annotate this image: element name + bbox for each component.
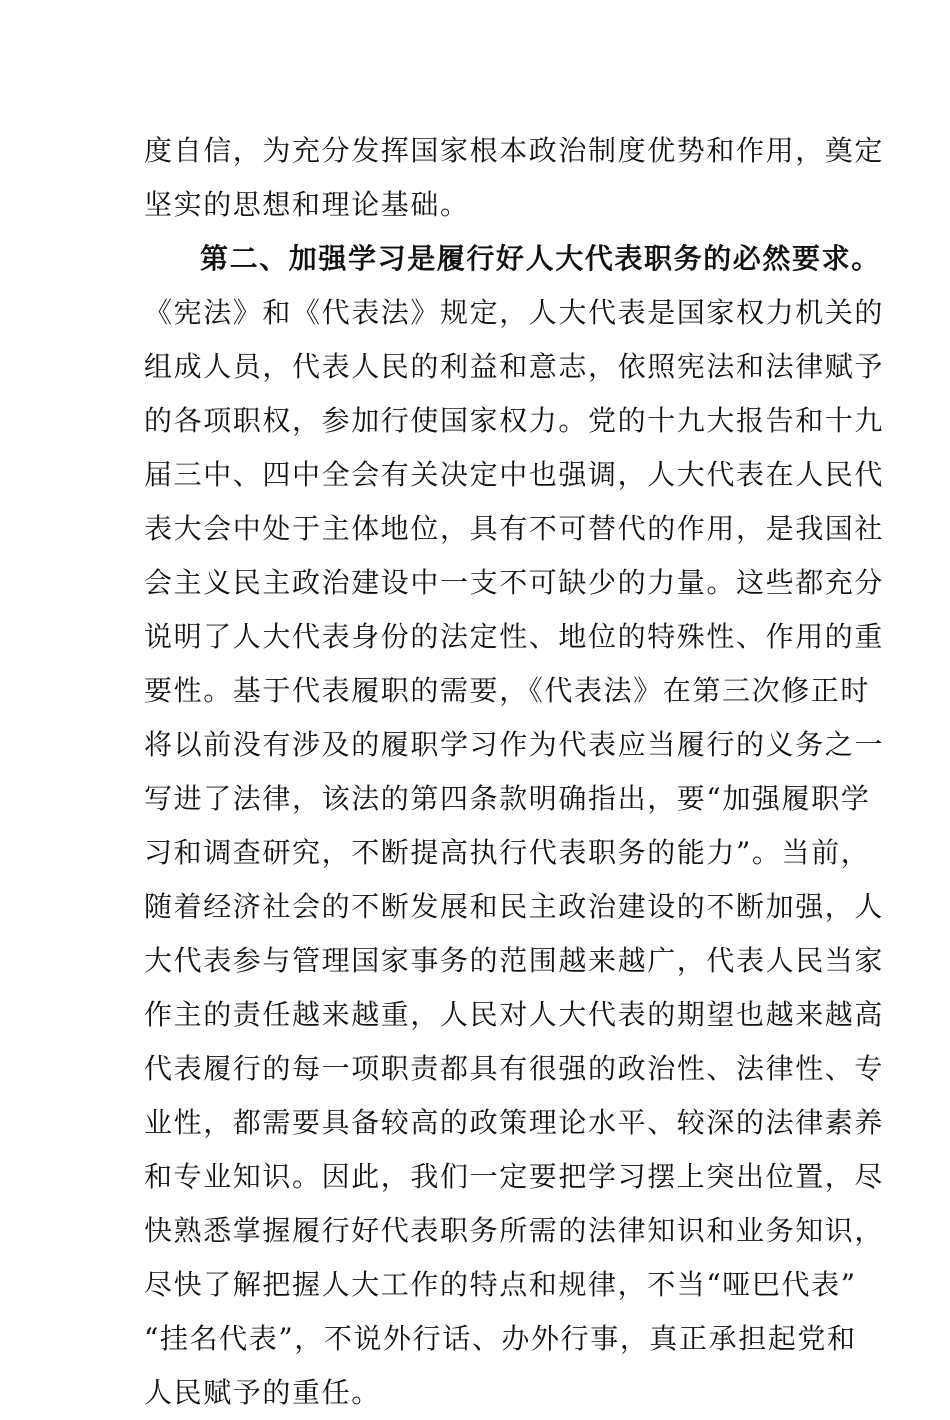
- paragraph-line: 习和调查研究，不断提高执行代表职务的能力”。当前，: [144, 836, 871, 869]
- paragraph-line: 坚实的思想和理论基础。: [144, 188, 470, 221]
- section-heading-line: 第二、加强学习是履行好人大代表职务的必然要求。: [200, 242, 881, 275]
- paragraph-line: 写进了法律，该法的第四条款明确指出，要“加强履职学: [144, 782, 871, 815]
- paragraph-line: 度自信，为充分发挥国家根本政治制度优势和作用，奠定: [144, 134, 885, 167]
- paragraph-line: “挂名代表”，不说外行话、办外行事，真正承担起党和: [144, 1322, 857, 1355]
- paragraph-line: 届三中、四中全会有关决定中也强调，人大代表在人民代: [144, 458, 885, 491]
- paragraph-line: 代表履行的每一项职责都具有很强的政治性、法律性、专: [144, 1052, 885, 1085]
- paragraph-line: 随着经济社会的不断发展和民主政治建设的不断加强，人: [144, 890, 885, 923]
- paragraph-line: 作主的责任越来越重，人民对人大代表的期望也越来越高: [144, 998, 885, 1031]
- paragraph-line: 说明了人大代表身份的法定性、地位的特殊性、作用的重: [144, 620, 885, 653]
- paragraph-line: 快熟悉掌握履行好代表职务所需的法律知识和业务知识，: [144, 1214, 885, 1247]
- paragraph-line: 表大会中处于主体地位，具有不可替代的作用，是我国社: [144, 512, 885, 545]
- paragraph-line: 的各项职权，参加行使国家权力。党的十九大报告和十九: [144, 404, 885, 437]
- paragraph-line: 将以前没有涉及的履职学习作为代表应当履行的义务之一: [144, 728, 885, 761]
- paragraph-line: 会主义民主政治建设中一支不可缺少的力量。这些都充分: [144, 566, 885, 599]
- paragraph-line: 业性，都需要具备较高的政策理论水平、较深的法律素养: [144, 1106, 885, 1139]
- paragraph-line: 尽快了解把握人大工作的特点和规律，不当“哑巴代表”: [144, 1268, 857, 1301]
- paragraph-line: 和专业知识。因此，我们一定要把学习摆上突出位置，尽: [144, 1160, 885, 1193]
- paragraph-line: 人民赋予的重任。: [144, 1376, 381, 1409]
- paragraph-line: 要性。基于代表履职的需要，《代表法》在第三次修正时: [144, 674, 871, 707]
- document-body: [144, 124, 885, 1420]
- paragraph-line: 组成人员，代表人民的利益和意志，依照宪法和法律赋予: [144, 350, 885, 383]
- paragraph-line: 《宪法》和《代表法》规定，人大代表是国家权力机关的: [144, 296, 885, 329]
- paragraph-line: 大代表参与管理国家事务的范围越来越广，代表人民当家: [144, 944, 885, 977]
